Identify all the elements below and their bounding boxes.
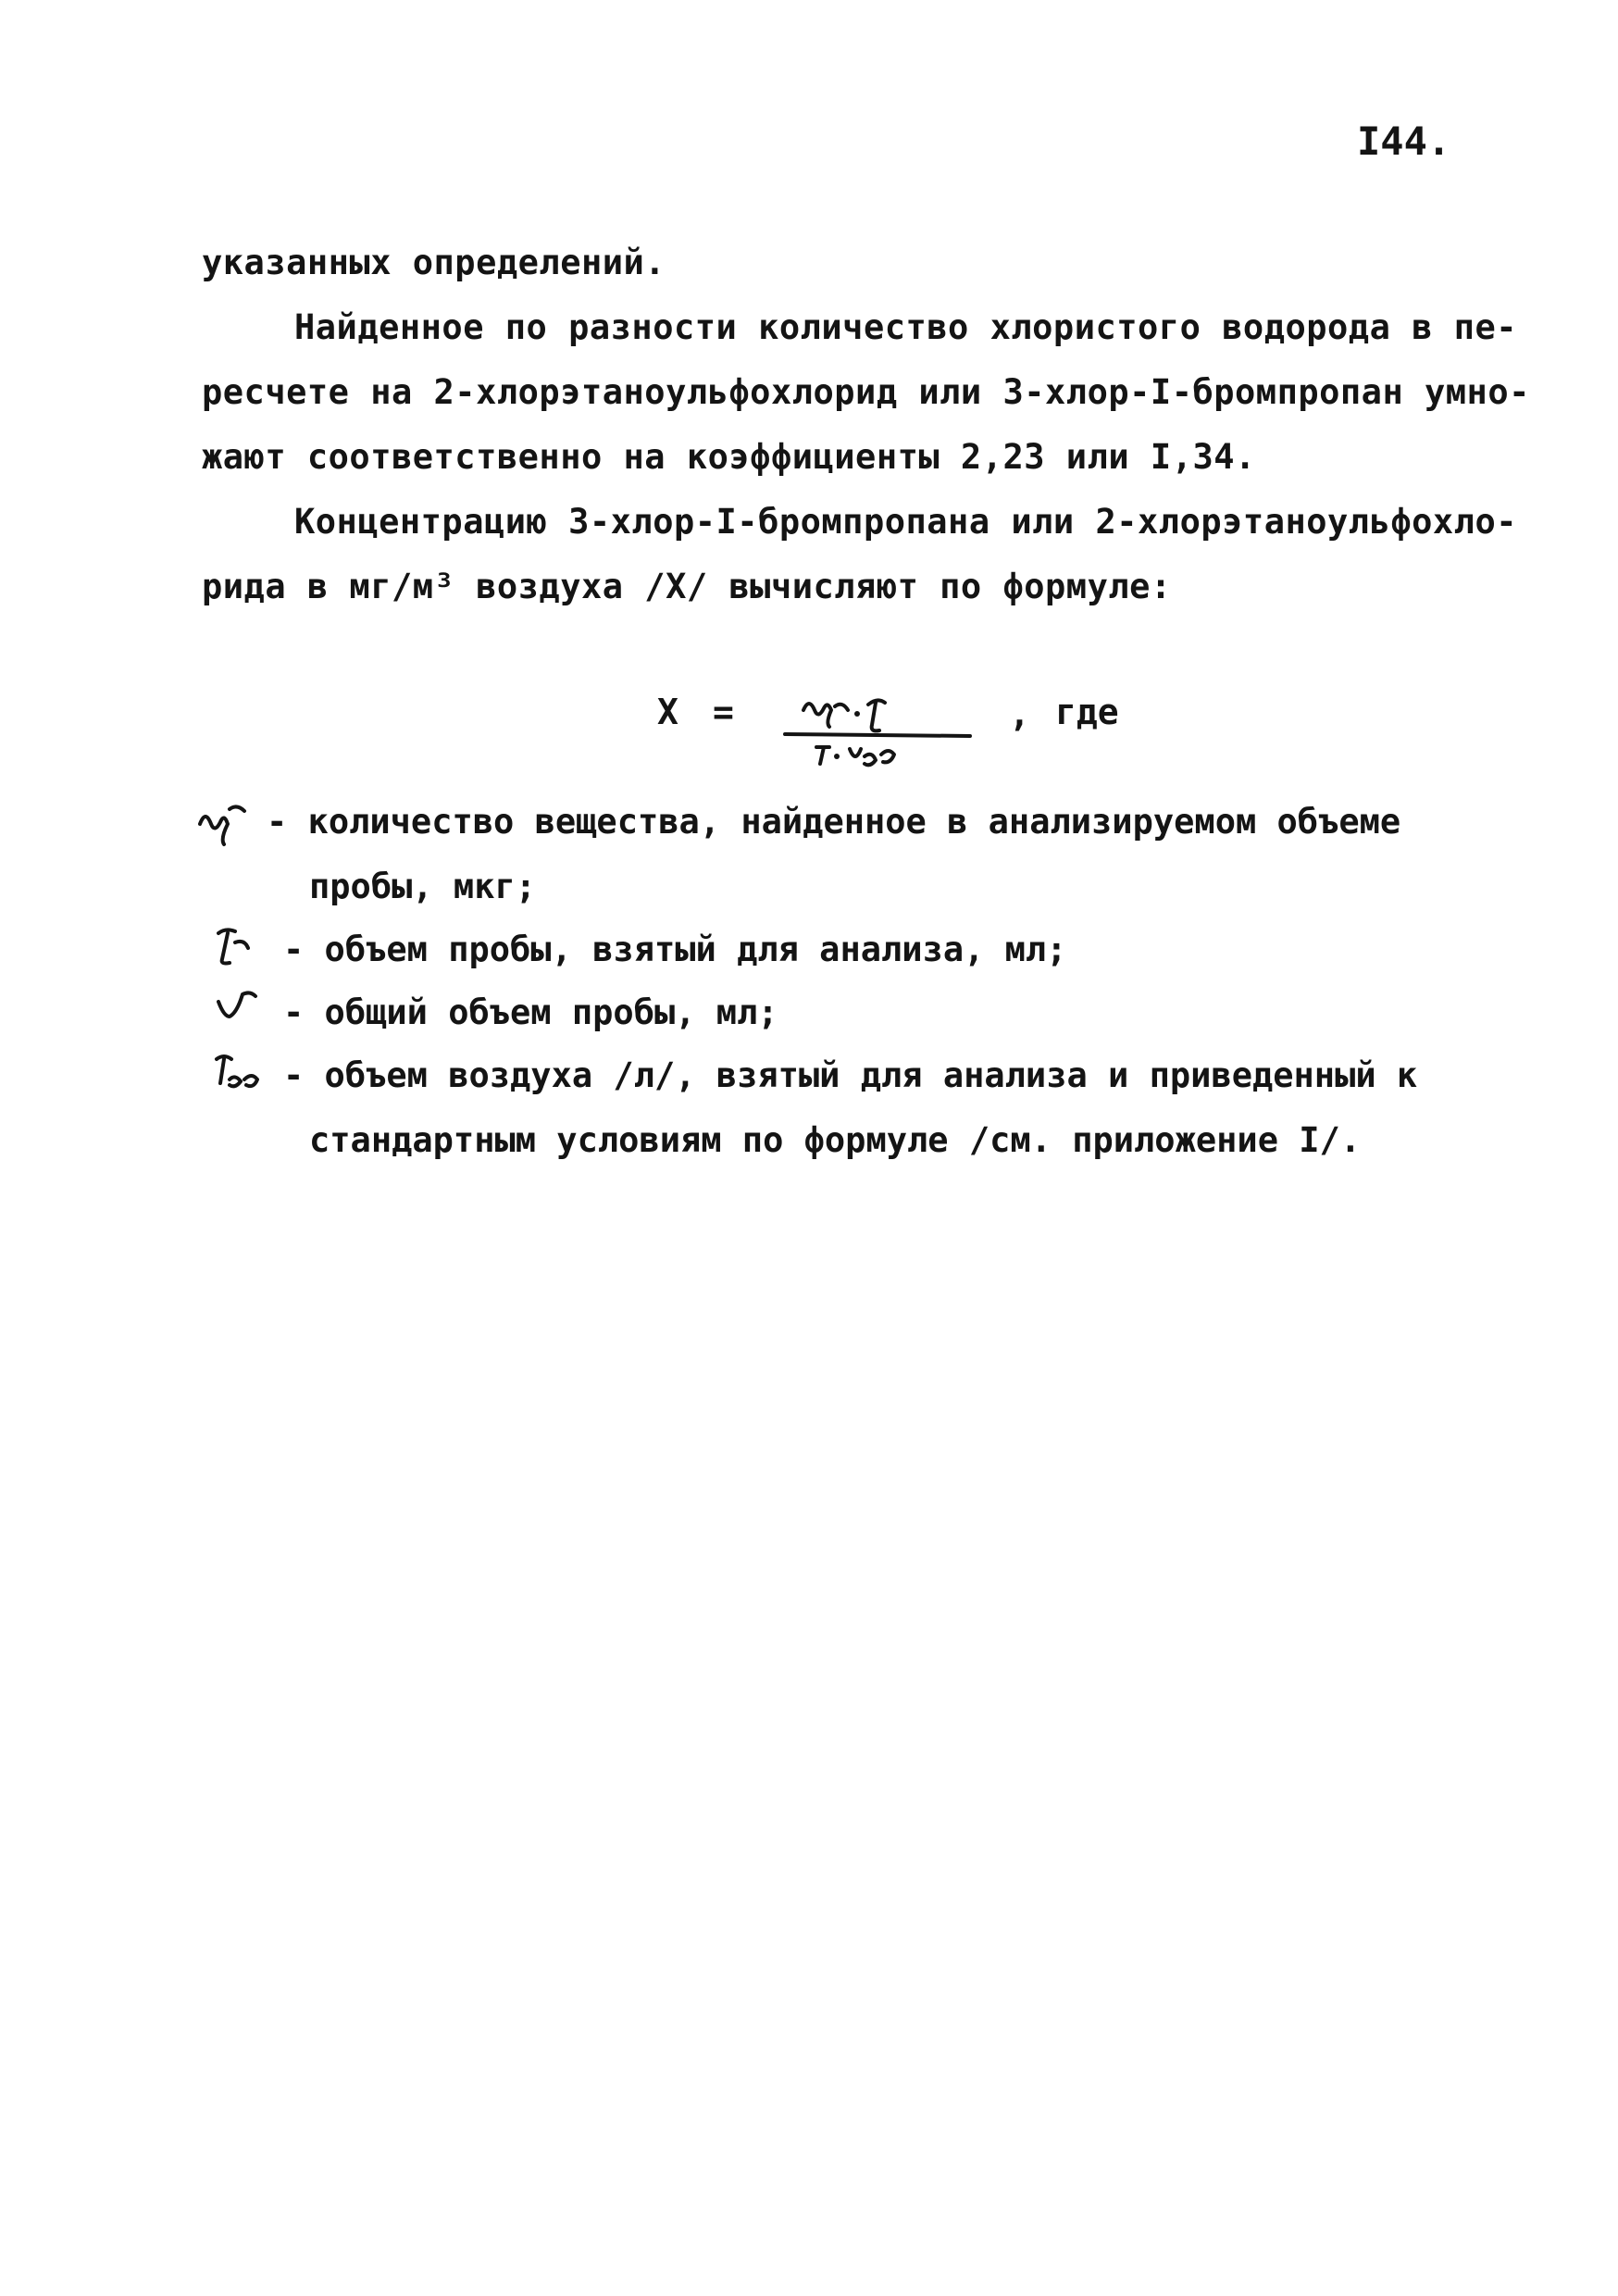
handwritten-symbol-m xyxy=(193,796,257,848)
definition-m-line-1: - количество вещества, найденное в анализируемом объеме xyxy=(267,802,1401,842)
handwritten-symbol-v1 xyxy=(209,920,274,972)
body-line-2: Найденное по разности количество хлористого водорода в пе- xyxy=(294,307,1518,347)
concentration-formula xyxy=(648,680,1166,773)
formula-where: где xyxy=(1055,692,1119,732)
body-line-1: указанных определений. xyxy=(202,243,666,282)
definition-v20-line-1: - объем воздуха /л/, взятый для анализа и приведенный к xyxy=(283,1055,1418,1095)
handwritten-fraction xyxy=(776,680,979,773)
body-line-3: ресчете на 2-хлорэтаноульфохлорид или 3-хлор-I-бромпропан умно- xyxy=(202,372,1530,412)
body-line-6: рида в мг/м³ воздуха /X/ вычисляют по формуле: xyxy=(202,567,1172,606)
definition-v1-line-1: - объем пробы, взятый для анализа, мл; xyxy=(283,930,1067,969)
definition-v-line-1: - общий объем пробы, мл; xyxy=(283,992,778,1032)
body-line-5: Концентрацию 3-хлор-I-бромпропана или 2-хлорэтаноульфохло- xyxy=(294,502,1518,542)
formula-equals: = xyxy=(713,692,734,732)
handwritten-symbol-v xyxy=(209,983,274,1035)
definition-v20-line-2: стандартным условиям по формуле /см. приложение I/. xyxy=(309,1120,1362,1160)
body-line-4: жают соответственно на коэффициенты 2,23 или I,34. xyxy=(202,437,1256,477)
handwritten-symbol-v20 xyxy=(209,1046,274,1098)
definition-m-line-2: пробы, мкг; xyxy=(309,867,537,906)
formula-lhs: X xyxy=(657,692,678,732)
page-number: I44. xyxy=(1357,119,1451,164)
formula-comma: , xyxy=(1009,693,1030,734)
